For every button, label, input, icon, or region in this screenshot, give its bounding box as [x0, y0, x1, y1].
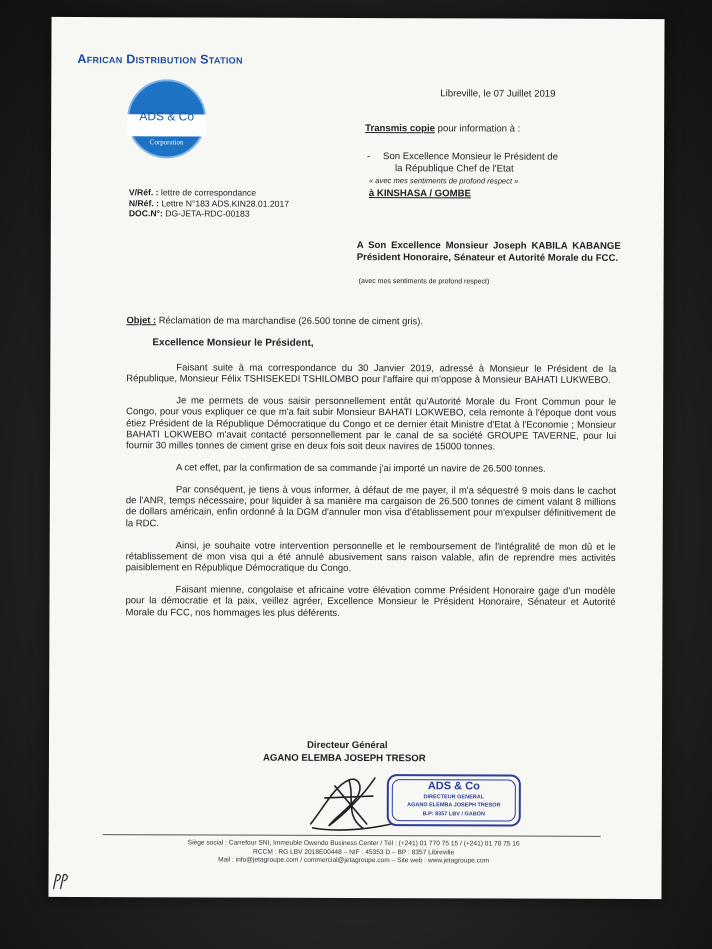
- copy-city: à KINSHASA / GOMBE: [368, 188, 471, 200]
- signatory-title: Directeur Général: [306, 739, 388, 752]
- letter-page: [48, 17, 664, 899]
- body-paragraph: Par conséquent, je tiens à vous informer, à défaut de me payer, il m'a séquestré 9 mois dans le cachot de l'ANR, temps nécessaire, pour liquider à sa manière ma cargaison de 26.500 tonnes de ciment valant 8 millions de dollars américain, enfin ordonné à la DGM d'annuler mon visa d'établissement pour m'expulser définitivement de la RDC.: [125, 484, 616, 530]
- body-paragraph: Faisant suite à ma correspondance du 30 Janvier 2019, adressé à Monsieur le Président de la République, Monsieur Félix TSHISEKEDI TSHILOMBO pour l'affaire qui m'oppose à Monsieur BAHATI LUKWEBO.: [126, 362, 617, 387]
- footer: [109, 839, 599, 867]
- salutation: Excellence Monsieur le Président,: [152, 337, 314, 349]
- footer-line: Mail : info@jetagroupe.com / commercial@jetagroupe.com – Site web : www.jetagroupe.com: [218, 856, 490, 865]
- date-line: Libreville, le 07 Juillet 2019: [440, 88, 556, 100]
- body-paragraph: Faisant mienne, congolaise et africaine votre élévation comme Président Honoraire gage d'un modèle pour la démocratie et la paix, veillez agréer, Excellence Monsieur le Président Honoraire, Sénateur et Autorité Morale du FCC, nos hommages les plus déférents.: [125, 584, 616, 619]
- reference-block: [129, 187, 289, 219]
- company-logo: [127, 79, 206, 158]
- footer-line: Siège social : Carrefour SNI, Immeuble Owendo Business Center / Tél : (+241) 01 770 75 15 / (+241) 01 70 75 16: [187, 839, 520, 848]
- logo-name: ADS & Co: [139, 109, 195, 124]
- body-paragraph: Je me permets de vous saisir personnellement entât qu'Autorité Morale du Front Commun pour le Congo, pour vous expliquer ce que m'a fait subir Monsieur BAHATI LOKWEBO, cela remonte à l'époque dont vous étiez Président de la République Démocratique du Congo et ce dernier était Ministre d'Etat à l'Economie ; Monsieur BAHATI LOKWEBO m'avait contacté personnellement par le canal de sa société GROUPE TAVERNE, pour lui fournir 30 milles tonnes de ciment grise en deux fois soit deux navires de 15000 tonnes.: [126, 395, 617, 453]
- logo-sub: Corporation: [149, 138, 184, 147]
- company-name: African Distribution Station: [77, 52, 243, 67]
- copy-respect: « avec mes sentiments de profond respect »: [368, 176, 519, 186]
- handwritten-signature: [305, 766, 395, 836]
- copy-recipient-line2: la République Chef de l'Etat: [394, 163, 514, 175]
- body-paragraph: Ainsi, je souhaite votre intervention personnelle et le remboursement de l'intégralité de mon dû et le rétablissement de mon visa qui a été annulé abusivement sans raison valable, afin de reprendre mes activités paisiblement en République Démocratique du Congo.: [125, 539, 616, 575]
- body-paragraph: A cet effet, par la confirmation de sa commande j'ai importé un navire de 26.500 tonnes.: [175, 462, 546, 475]
- signatory-name: AGANO ELEMBA JOSEPH TRESOR: [262, 752, 426, 765]
- handwritten-initials: [50, 869, 74, 893]
- addressee-respect: (avec mes sentiments de profond respect): [358, 278, 490, 286]
- addressee: A Son Excellence Monsieur Joseph KABILA KABANGE Président Honoraire, Sénateur et Autorité Morale du FCC.: [356, 239, 621, 264]
- footer-line: RCCM : RG LBV 2018E00448 – NIF : 45353 D – BP : 8357 Libreville: [253, 848, 455, 857]
- ref-line: N/Réf. : Lettre N°183 ADS.KIN28.01.2017: [128, 197, 290, 209]
- list-dash: -: [367, 151, 371, 163]
- copy-recipient-line1: Son Excellence Monsieur le Président de: [383, 151, 558, 163]
- ref-line: DOC.N°: DG-JETA-RDC-00183: [128, 208, 250, 219]
- footer-divider: [103, 834, 601, 837]
- transmis-copie: Transmis copie pour information à :: [365, 123, 521, 135]
- subject-line: Objet : Réclamation de ma marchandise (26.500 tonne de ciment gris).: [126, 314, 423, 327]
- company-stamp: ADS & Co DIRECTEUR GENERAL AGANO ELEMBA JOSEPH TRESOR B.P: 8357 LBV / GABON: [387, 774, 521, 826]
- ref-line: V/Réf. : lettre de correspondance: [128, 187, 257, 198]
- letter-body: [125, 362, 616, 630]
